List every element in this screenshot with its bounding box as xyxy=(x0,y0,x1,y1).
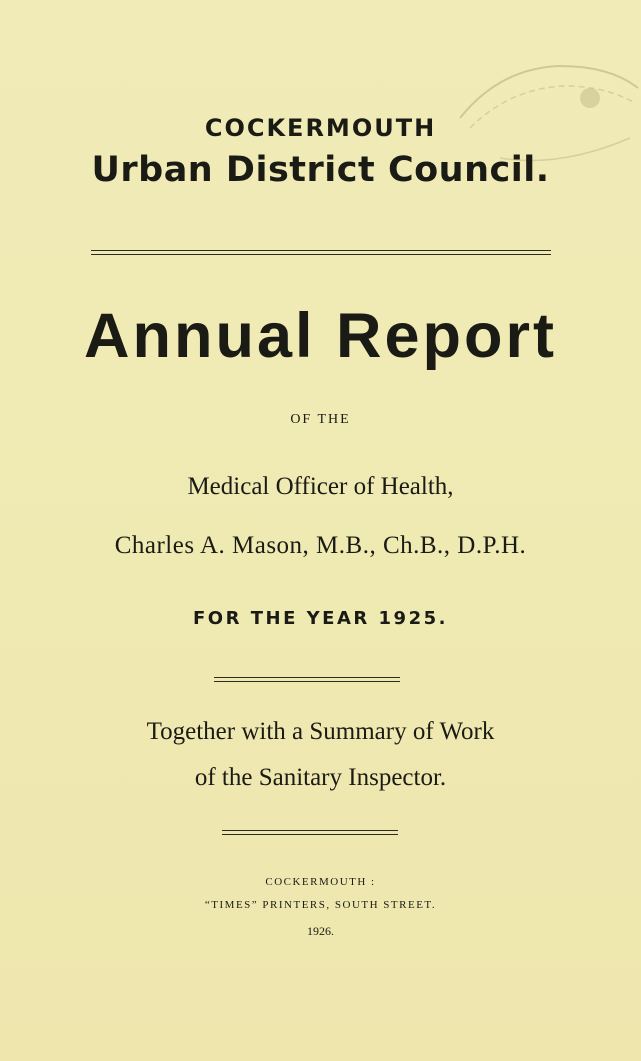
summary-line-1: Together with a Summary of Work xyxy=(146,718,495,745)
report-title: Annual Report xyxy=(84,301,557,371)
council-name: Urban District Council. xyxy=(91,150,550,190)
officer-title: Medical Officer of Health, xyxy=(187,473,454,500)
double-rule-top xyxy=(91,250,551,255)
town-name: COCKERMOUTH xyxy=(204,114,437,142)
double-rule-bottom xyxy=(222,830,398,835)
report-year: FOR THE YEAR 1925. xyxy=(193,608,448,629)
officer-name: Charles A. Mason, M.B., Ch.B., D.P.H. xyxy=(114,532,527,559)
imprint-year: 1926. xyxy=(307,924,334,938)
imprint-printer: “TIMES” PRINTERS, SOUTH STREET. xyxy=(204,899,437,911)
double-rule-middle xyxy=(214,677,400,682)
imprint-place: COCKERMOUTH : xyxy=(265,876,376,888)
of-the-text: OF THE xyxy=(290,412,351,427)
summary-line-2: of the Sanitary Inspector. xyxy=(194,764,447,791)
